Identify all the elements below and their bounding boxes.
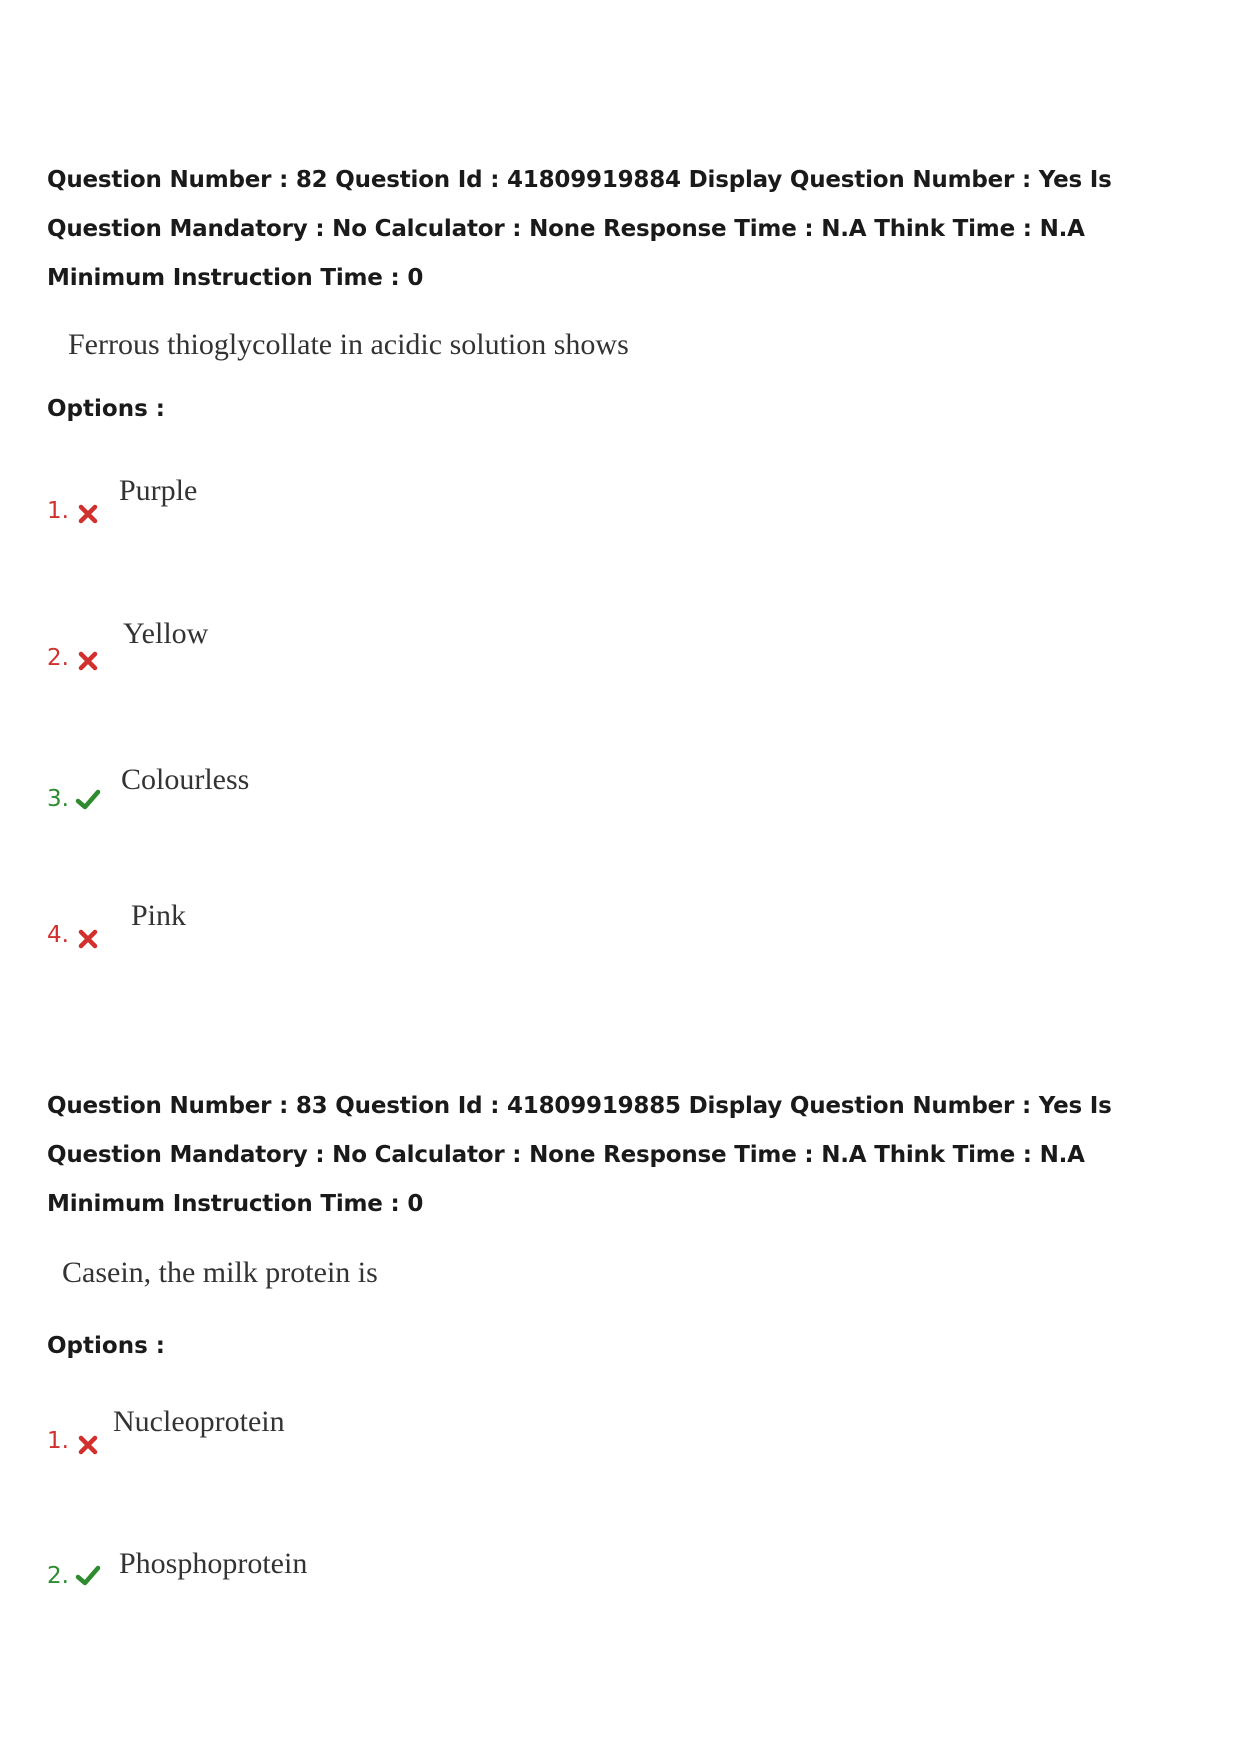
q82-option-4-text: Pink [131,899,187,932]
check-icon [75,1563,101,1589]
cross-icon [77,503,99,525]
q83-option-2-number: 2. [47,1563,69,1589]
cross-icon [77,1434,99,1456]
cross-icon [77,650,99,672]
q82-option-3-text: Colourless [121,763,250,796]
check-icon [75,787,101,813]
question-83-options-label: Options : [47,1333,165,1359]
question-82-options-label: Options : [47,396,165,422]
cross-icon [77,928,99,950]
question-82-meta: Question Number : 82 Question Id : 41809919884 Display Question Number : Yes Is Question Mandatory : No Calculator : None Response Time : N.A Think Time : N.A Minimum Instruction Time : 0 [47,167,1112,291]
q82-option-3-number: 3. [47,786,69,812]
q82-option-2-number: 2. [47,645,69,671]
q83-option-1-text: Nucleoprotein [113,1405,285,1438]
question-82-text: Ferrous thioglycollate in acidic solution shows [68,328,629,361]
q82-option-1-number: 1. [47,498,69,524]
q82-option-1-text: Purple [119,474,198,507]
q83-option-1-number: 1. [47,1428,69,1454]
question-83-meta: Question Number : 83 Question Id : 41809919885 Display Question Number : Yes Is Question Mandatory : No Calculator : None Response Time : N.A Think Time : N.A Minimum Instruction Time : 0 [47,1093,1112,1217]
question-83-text: Casein, the milk protein is [62,1256,378,1289]
q83-option-2-text: Phosphoprotein [119,1547,308,1580]
q82-option-4-number: 4. [47,922,69,948]
q82-option-2-text: Yellow [123,617,209,650]
